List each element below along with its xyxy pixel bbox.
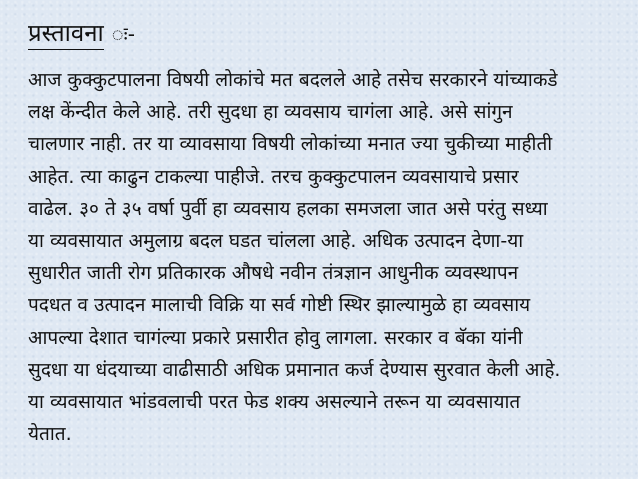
paragraph-line: आज कुक्कुटपालना विषयी लोकांचे मत बदलले आहे तसेच सरकारने यांच्याकडे — [28, 69, 558, 91]
paragraph-line: सुधारीत जाती रोग प्रतिकारक औषधे नवीन तंत्रज्ञान आधुनीक व्यवस्थापन — [28, 262, 519, 285]
paragraph-line: लक्ष केंन्दीत केले आहे. तरी सुदधा हा व्यवसाय चागंला आहे. असे सांगुन — [28, 101, 513, 124]
paragraph-line: आहेत. त्या काढुन टाकल्या पाहीजे. तरच कुक्कुटपालन व्यवसायाचे प्रसार — [28, 165, 519, 188]
paragraph-line: वाढेल. ३० ते ३५ वर्षा पुर्वी हा व्यवसाय हलका समजला जात असे परंतु सध्या — [28, 197, 548, 220]
paragraph-line: या व्यवसायात अमुलाग्र बदल घडत चांलला आहे. अधिक उत्पादन देणा-या — [28, 230, 524, 253]
paragraph-line: पदधत व उत्पादन मालाची विक्रि या सर्व गोष्टी स्थिर झाल्यामुळे हा व्यवसाय — [28, 294, 531, 317]
paragraph-line: या व्यवसायात भांडवलाची परत फेड शक्य असल्याने तरून या व्यवसायात — [28, 391, 521, 414]
paragraph-line: सुदधा या धंदयाच्या वाढीसाठी अधिक प्रमानात कर्ज देण्यास सुरवात केली आहे. — [28, 358, 561, 381]
paragraph-line: आपल्या देशात चागंल्या प्रकारे प्रसारीत होवु लागला. सरकार व बॅका यांनी — [28, 326, 523, 349]
heading-row — [28, 18, 135, 50]
page-title: प्रस्तावना — [28, 18, 104, 50]
paragraph — [28, 64, 628, 450]
paragraph-line: चालणार नाही. तर या व्यावसाया विषयी लोकांच्या मनात ज्या चुकीच्या माहीती — [28, 133, 553, 156]
heading-colon-dash: ः- — [111, 22, 135, 46]
paragraph-line: येतात. — [28, 423, 72, 446]
